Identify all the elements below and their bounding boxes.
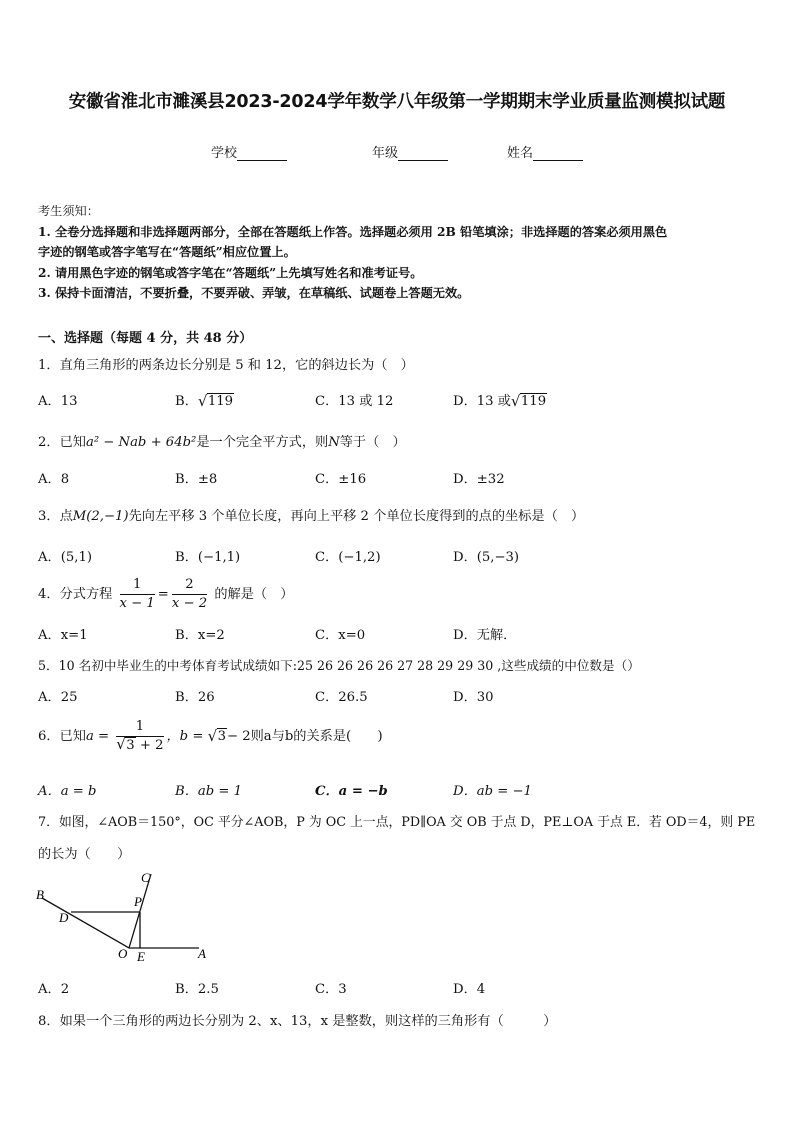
grade-label: 年级 [372,146,399,161]
q3-point: M(2,−1) [72,509,129,524]
q3-option-b: B．(−1,1) [175,550,241,565]
q6-b-radicand: 3 [217,729,226,744]
q6-pre: 6．已知 [38,729,86,744]
q7-option-a: A．2 [38,982,70,997]
ray-ob [42,898,129,948]
q7-option-c: C．3 [315,982,347,997]
q4-f1-denominator: x − 1 [119,596,155,611]
q6-b-post: − 2 [226,729,251,744]
q7-option-b: B．2.5 [175,982,219,997]
q2-option-b: B．±8 [175,472,218,487]
label-o: O [118,946,128,961]
q4-post: 的解是（ ） [214,587,294,602]
q6-option-c: C．a = −b [315,784,388,799]
label-b: B [36,887,44,902]
q5-option-d: D．30 [453,690,494,705]
label-d: D [59,910,69,925]
q4-fraction-2 [172,576,207,613]
q6-option-b: B．ab = 1 [175,784,243,799]
q6-post: 则a与b的关系是( ) [250,729,383,744]
q4-f2-numerator: 2 [172,576,207,595]
question-8-stem: 8．如果一个三角形的两边长分别为 2、x、13，x 是整数，则这样的三角形有（ ） [38,1014,557,1029]
q1-b-radicand: 119 [207,394,234,409]
note-2: 2. 请用黑色字迹的钢笔或答字笔在“答题纸”上先填写姓名和准考证号。 [38,265,423,280]
label-e: E [137,949,145,964]
q3-pre: 3．点 [38,509,73,524]
question-6-stem [38,718,383,755]
q2-option-a: A．8 [38,472,70,487]
question-7-stem-2: 的长为（ ） [38,847,131,862]
exam-notes [38,201,667,304]
q1-d-sqrt [511,394,547,409]
q5-option-a: A．25 [38,690,78,705]
q6-den-radicand: 3 [126,738,135,753]
q1-option-b [175,390,234,409]
question-3-stem [38,505,584,524]
q4-eq: = [157,587,169,602]
question-5-stem: 5．10 名初中毕业生的中考体育考试成绩如下:25 26 26 26 26 27 28 29 29 30 ,这些成绩的中位数是（） [38,658,640,673]
question-1-stem: 1．直角三角形的两条边长分别是 5 和 12，它的斜边长为（ ） [38,358,414,373]
q2-post: 等于（ ） [339,435,406,450]
page-title: 安徽省淮北市濉溪县2023-2024学年数学八年级第一学期期末学业质量监测模拟试题 [68,92,726,112]
q6-option-a: A．a = b [38,784,97,799]
section-heading: 一、选择题（每题 4 分，共 48 分） [38,331,253,346]
q4-fraction-1 [120,576,155,613]
q5-option-b: B．26 [175,690,215,705]
q6-fraction [116,718,163,755]
note-3: 3. 保持卡面清洁，不要折叠，不要弄破、弄皱，在草稿纸、试题卷上答题无效。 [38,286,470,300]
q2-expr: a² − Nab + 64b² [85,435,197,450]
notes-heading: 考生须知： [38,204,99,218]
note-1a: 1. 全卷分选择题和非选择题两部分，全部在答题纸上作答。选择题必须用 2B 铅笔填涂；非选择题的答案必须用黑色 [38,224,668,239]
school-blank [237,148,287,161]
q3-post: 先向左平移 3 个单位长度，再向上平移 2 个单位长度得到的点的坐标是（ ） [128,509,585,524]
q6-den-post: + 2 [139,738,164,753]
question-2-stem [38,431,406,450]
q6-den-sqrt [116,737,135,755]
q4-f2-denominator: x − 2 [171,596,208,611]
label-p: P [134,894,142,909]
name-blank [533,148,583,161]
question-4-stem [38,576,293,613]
note-1b: 字迹的钢笔或答字笔写在“答题纸”相应位置上。 [38,245,296,259]
q4-option-c: C．x=0 [315,628,366,643]
q6-numerator: 1 [116,718,163,737]
q6-option-d: D．ab = −1 [453,784,532,799]
school-field [211,142,287,161]
q6-denominator [116,737,163,755]
q7-option-d: D．4 [453,982,486,997]
q2-pre: 2．已知 [38,435,86,450]
q3-option-c: C．(−1,2) [315,550,381,565]
grade-field [372,142,448,161]
q2-var: N [328,435,340,450]
grade-blank [398,148,448,161]
q4-pre: 4．分式方程 [38,587,113,602]
q6-a-eq: a = [85,729,110,744]
label-a: A [198,946,206,961]
q6-b-sqrt [208,729,227,744]
q4-option-b: B．x=2 [175,628,225,643]
q2-option-d: D．±32 [453,472,505,487]
q3-option-d: D．(5,−3) [453,550,520,565]
q1-d-radicand: 119 [520,394,547,409]
label-c: C [141,870,150,885]
q2-option-c: C．±16 [315,472,367,487]
q4-option-d: D．无解． [453,628,517,643]
q1-b-sqrt [198,394,234,409]
q1-d-prefix: D．13 或 [453,394,511,409]
q1-option-a: A．13 [38,394,78,409]
name-label: 姓名 [507,146,534,161]
q5-option-c: C．26.5 [315,690,368,705]
q1-option-d [453,390,547,409]
q7-geometry-figure [34,868,214,968]
q1-b-prefix: B． [175,394,198,409]
q6-b-eq: ，b = [166,729,204,744]
q4-f1-numerator: 1 [120,576,155,595]
q4-option-a: A．x=1 [38,628,88,643]
q2-mid: 是一个完全平方式，则 [196,435,329,450]
name-field [507,142,583,161]
school-label: 学校 [211,146,238,161]
q1-option-c: C．13 或 12 [315,394,394,409]
q3-option-a: A．(5,1) [38,550,92,565]
question-7-stem: 7．如图，∠AOB＝150°，OC 平分∠AOB，P 为 OC 上一点，PD∥OA 交 OB 于点 D，PE⊥OA 于点 E．若 OD＝4，则 PE [38,815,756,830]
